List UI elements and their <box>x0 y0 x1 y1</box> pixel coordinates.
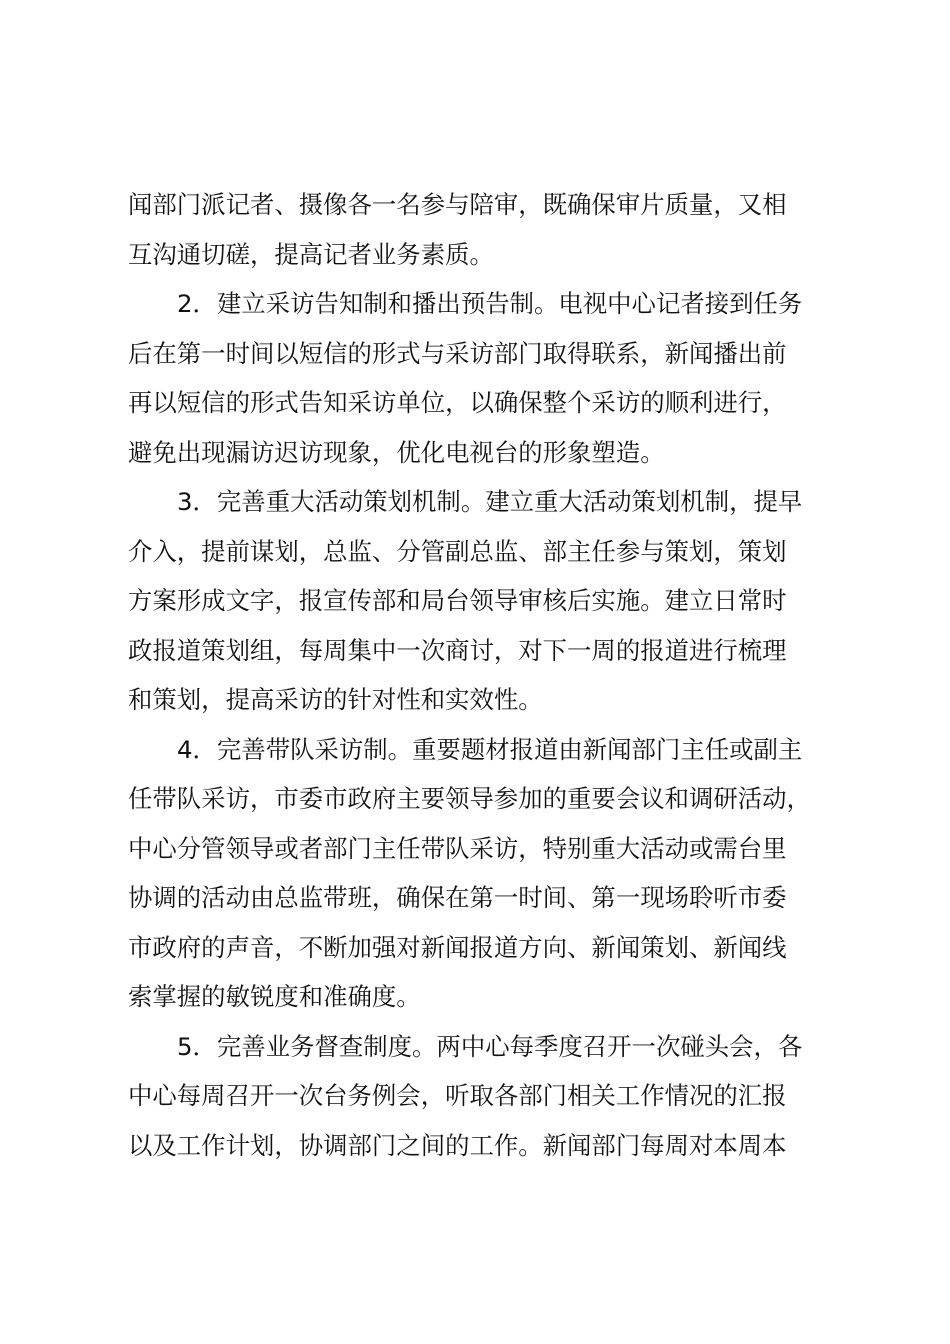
text-line: 任带队采访，市委市政府主要领导参加的重要会议和调研活动， <box>128 784 811 813</box>
paragraph-start-3: 3．完善重大活动策划机制。建立重大活动策划机制，提早 <box>177 487 803 516</box>
text-line: 避免出现漏访迟访现象，优化电视台的形象塑造。 <box>128 437 665 467</box>
paragraph-start-2: 2．建立采访告知制和播出预告制。电视中心记者接到任务 <box>177 289 803 318</box>
paragraph-start-4: 4．完善带队采访制。重要题材报道由新闻部门主任或副主 <box>177 734 803 764</box>
document-body <box>128 180 834 1170</box>
text-line: 协调的活动由总监带班，确保在第一时间、第一现场聆听市委 <box>128 883 787 912</box>
text-line: 中心每周召开一次台务例会，听取各部门相关工作情况的汇报 <box>128 1081 787 1110</box>
text-line: 介入，提前谋划，总监、分管副总监、部主任参与策划，策划 <box>128 536 787 566</box>
text-line: 后在第一时间以短信的形式与采访部门取得联系，新闻播出前 <box>128 338 787 368</box>
text-line: 闻部门派记者、摄像各一名参与陪审，既确保审片质量，又相 <box>128 190 787 219</box>
text-line: 以及工作计划，协调部门之间的工作。新闻部门每周对本周本 <box>128 1130 787 1160</box>
text-line: 中心分管领导或者部门主任带队采访，特别重大活动或需台里 <box>128 833 787 863</box>
text-line: 政报道策划组，每周集中一次商讨，对下一周的报道进行梳理 <box>128 635 787 665</box>
text-line: 方案形成文字，报宣传部和局台领导审核后实施。建立日常时 <box>128 586 787 615</box>
text-line: 和策划，提高采访的针对性和实效性。 <box>128 685 543 714</box>
text-line: 索掌握的敏锐度和准确度。 <box>128 982 421 1011</box>
text-line: 互沟通切磋，提高记者业务素质。 <box>128 239 494 269</box>
text-line: 市政府的声音，不断加强对新闻报道方向、新闻策划、新闻线 <box>128 932 787 962</box>
paragraph-start-5: 5．完善业务督查制度。两中心每季度召开一次碰头会，各 <box>177 1031 803 1061</box>
text-line: 再以短信的形式告知采访单位，以确保整个采访的顺利进行， <box>128 388 787 417</box>
